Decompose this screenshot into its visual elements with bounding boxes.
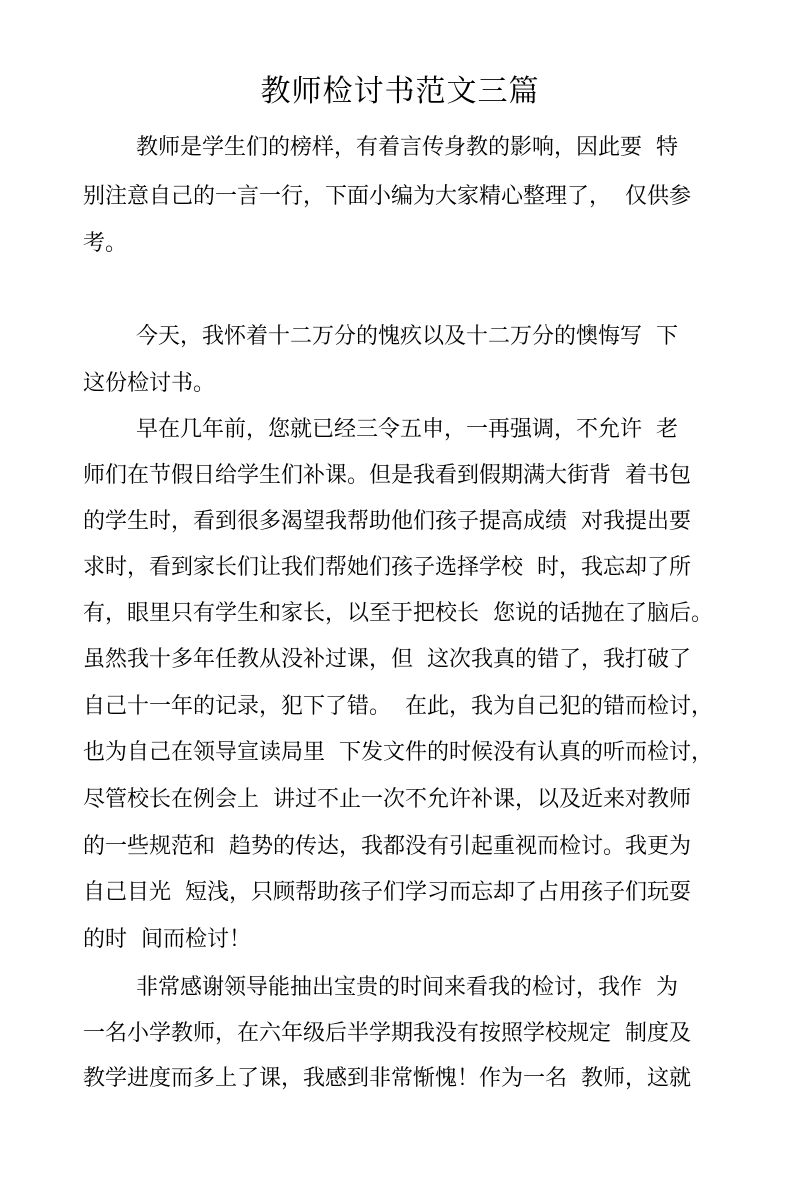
text-line: 有，眼里只有学生和家长，以至于把校长 您说的话抛在了脑后。: [83, 601, 713, 626]
text-line: 自己目光 短浅，只顾帮助孩子们学习而忘却了占用孩子们玩耍: [83, 880, 691, 905]
text-line: 一名小学教师，在六年级后半学期我没有按照学校规定 制度及: [83, 1021, 691, 1046]
document-title: 教师检讨书范文三篇: [260, 74, 540, 109]
text-line: 非常感谢领导能抽出宝贵的时间来看我的检讨，我作 为: [136, 975, 678, 1000]
text-line: 求时，看到家长们让我们帮她们孩子选择学校 时，我忘却了所: [83, 555, 691, 580]
text-line: 虽然我十多年任教从没补过课，但 这次我真的错了，我打破了: [83, 647, 691, 672]
text-line: 自己十一年的记录，犯下了错。 在此，我为自己犯的错而检讨，: [83, 694, 713, 719]
text-line: 考。: [83, 231, 128, 256]
text-line: 今天，我怀着十二万分的愧疚以及十二万分的懊悔写 下: [136, 324, 678, 349]
text-line: 师们在节假日给学生们补课。但是我看到假期满大街背 着书包: [83, 463, 691, 488]
text-line: 也为自己在领导宣读局里 下发文件的时候没有认真的听而检讨，: [83, 740, 713, 765]
text-line: 这份检讨书。: [83, 371, 216, 396]
text-line: 的一些规范和 趋势的传达，我都没有引起重视而检讨。我更为: [83, 834, 691, 859]
text-line: 别注意自己的一言一行，下面小编为大家精心整理了， 仅供参: [83, 184, 691, 209]
text-line: 教师是学生们的榜样，有着言传身教的影响，因此要 特: [136, 135, 678, 160]
text-line: 的学生时，看到很多渴望我帮助他们孩子提高成绩 对我提出要: [83, 509, 691, 534]
text-line: 的时 间而检讨！: [83, 927, 251, 952]
text-line: 教学进度而多上了课，我感到非常惭愧！作为一名 教师，这就: [83, 1066, 691, 1091]
text-line: 早在几年前，您就已经三令五申，一再强调，不允许 老: [136, 417, 678, 442]
text-line: 尽管校长在例会上 讲过不止一次不允许补课，以及近来对教师: [83, 787, 691, 812]
